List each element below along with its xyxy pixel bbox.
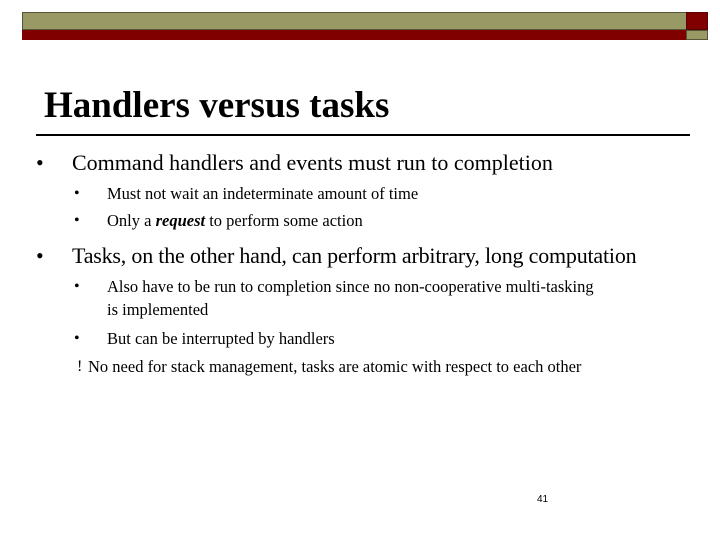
text-before-emphasis: Only a bbox=[107, 211, 156, 230]
bullet-text-tasks: Tasks, on the other hand, can perform arbitrary, long computation bbox=[72, 243, 637, 268]
bullet-marker: • bbox=[36, 150, 44, 175]
bullet-marker: • bbox=[36, 243, 44, 268]
sub-bullet-text-wait: Must not wait an indeterminate amount of time bbox=[107, 184, 419, 203]
note-text-stack-management: No need for stack management, tasks are atomic with respect to each other bbox=[88, 357, 582, 376]
corner-square-olive bbox=[686, 30, 708, 40]
corner-square-maroon bbox=[686, 12, 708, 30]
olive-band bbox=[22, 12, 708, 30]
title-underline bbox=[36, 134, 690, 136]
sub-bullet-marker: • bbox=[74, 278, 80, 295]
sub-bullet-marker: • bbox=[74, 212, 80, 229]
sub-bullet-text-request bbox=[107, 211, 363, 231]
emphasis-request: request bbox=[155, 211, 206, 230]
exclamation-marker: ! bbox=[77, 358, 83, 375]
top-decorative-bar bbox=[22, 12, 708, 40]
page-number: 41 bbox=[537, 494, 549, 505]
sub-bullet-marker: • bbox=[74, 330, 80, 347]
slide-title: Handlers versus tasks bbox=[44, 85, 390, 126]
text-after-emphasis: to perform some action bbox=[205, 211, 363, 230]
maroon-band bbox=[22, 30, 708, 40]
sub-bullet-marker: • bbox=[74, 185, 80, 202]
sub-bullet-text-run-completion-line2: is implemented bbox=[107, 300, 209, 319]
sub-bullet-text-run-completion-line1: Also have to be run to completion since no non-cooperative multi-tasking bbox=[107, 277, 594, 296]
sub-bullet-text-interrupted: But can be interrupted by handlers bbox=[107, 329, 335, 348]
bullet-text-handlers: Command handlers and events must run to completion bbox=[72, 150, 553, 175]
